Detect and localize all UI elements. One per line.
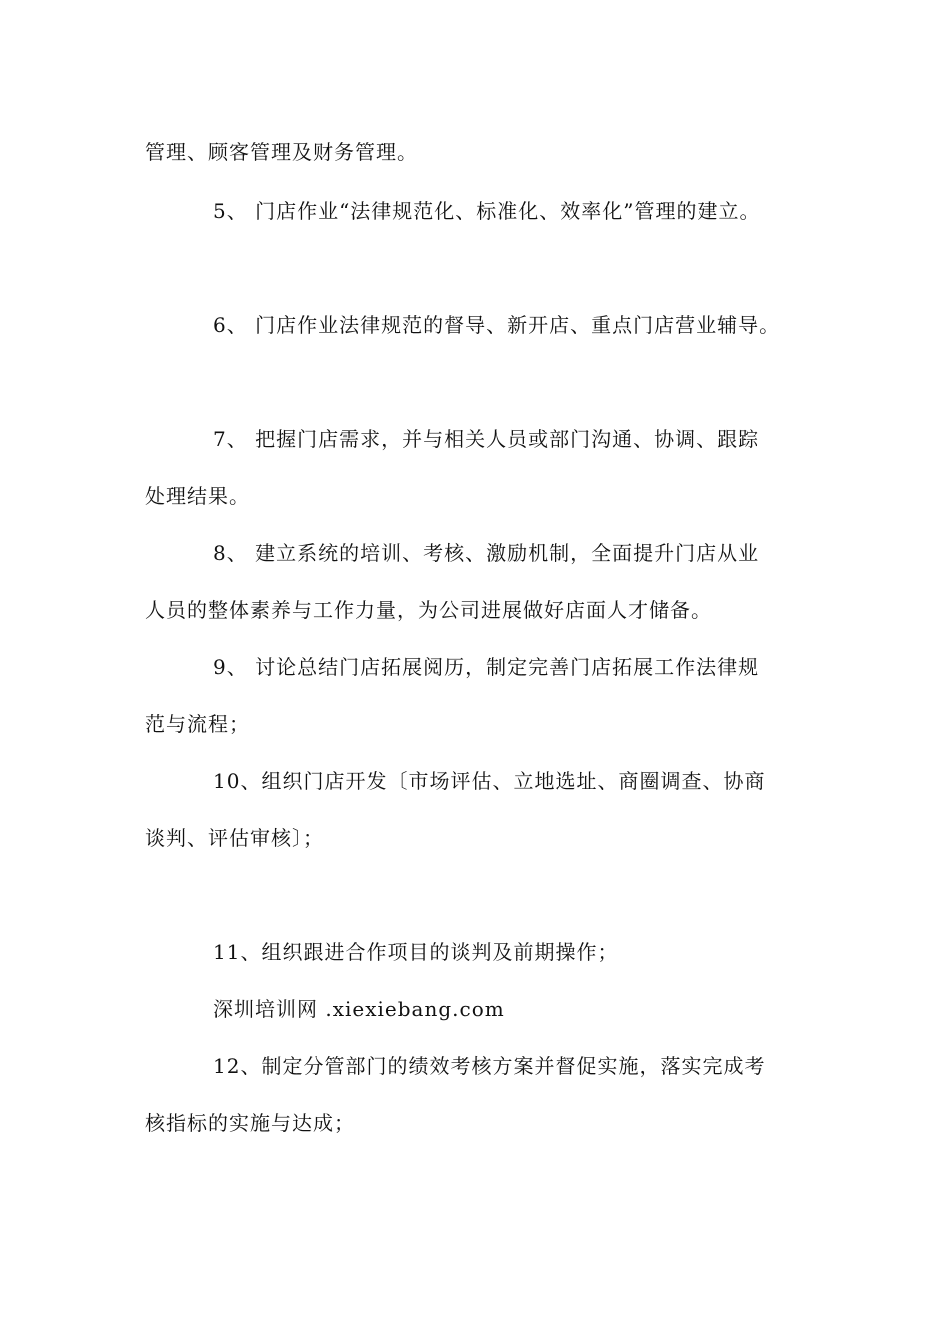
list-item-7: 7、 把握门店需求，并与相关人员或部门沟通、协调、跟踪 bbox=[213, 427, 760, 451]
text-line: 管理、顾客管理及财务管理。 bbox=[145, 140, 418, 164]
text-line: 人员的整体素养与工作力量，为公司进展做好店面人才储备。 bbox=[145, 598, 712, 622]
text-line: 处理结果。 bbox=[145, 484, 250, 508]
list-item-11: 11、组织跟进合作项目的谈判及前期操作； bbox=[213, 940, 619, 964]
text-line: 范与流程； bbox=[145, 712, 250, 736]
text-line: 谈判、评估审核〕； bbox=[145, 826, 324, 850]
list-item-5: 5、 门店作业“法律规范化、标准化、效率化”管理的建立。 bbox=[213, 199, 761, 223]
text-line: 核指标的实施与达成； bbox=[145, 1111, 355, 1135]
watermark-text: 深圳培训网 .xiexiebang.com bbox=[213, 997, 505, 1021]
list-item-9: 9、 讨论总结门店拓展阅历，制定完善门店拓展工作法律规 bbox=[213, 655, 760, 679]
list-item-6: 6、 门店作业法律规范的督导、新开店、重点门店营业辅导。 bbox=[213, 313, 781, 337]
list-item-8: 8、 建立系统的培训、考核、激励机制，全面提升门店从业 bbox=[213, 541, 760, 565]
list-item-10: 10、组织门店开发〔市场评估、立地选址、商圈调查、协商 bbox=[213, 769, 766, 793]
list-item-12: 12、制定分管部门的绩效考核方案并督促实施，落实完成考 bbox=[213, 1054, 766, 1078]
